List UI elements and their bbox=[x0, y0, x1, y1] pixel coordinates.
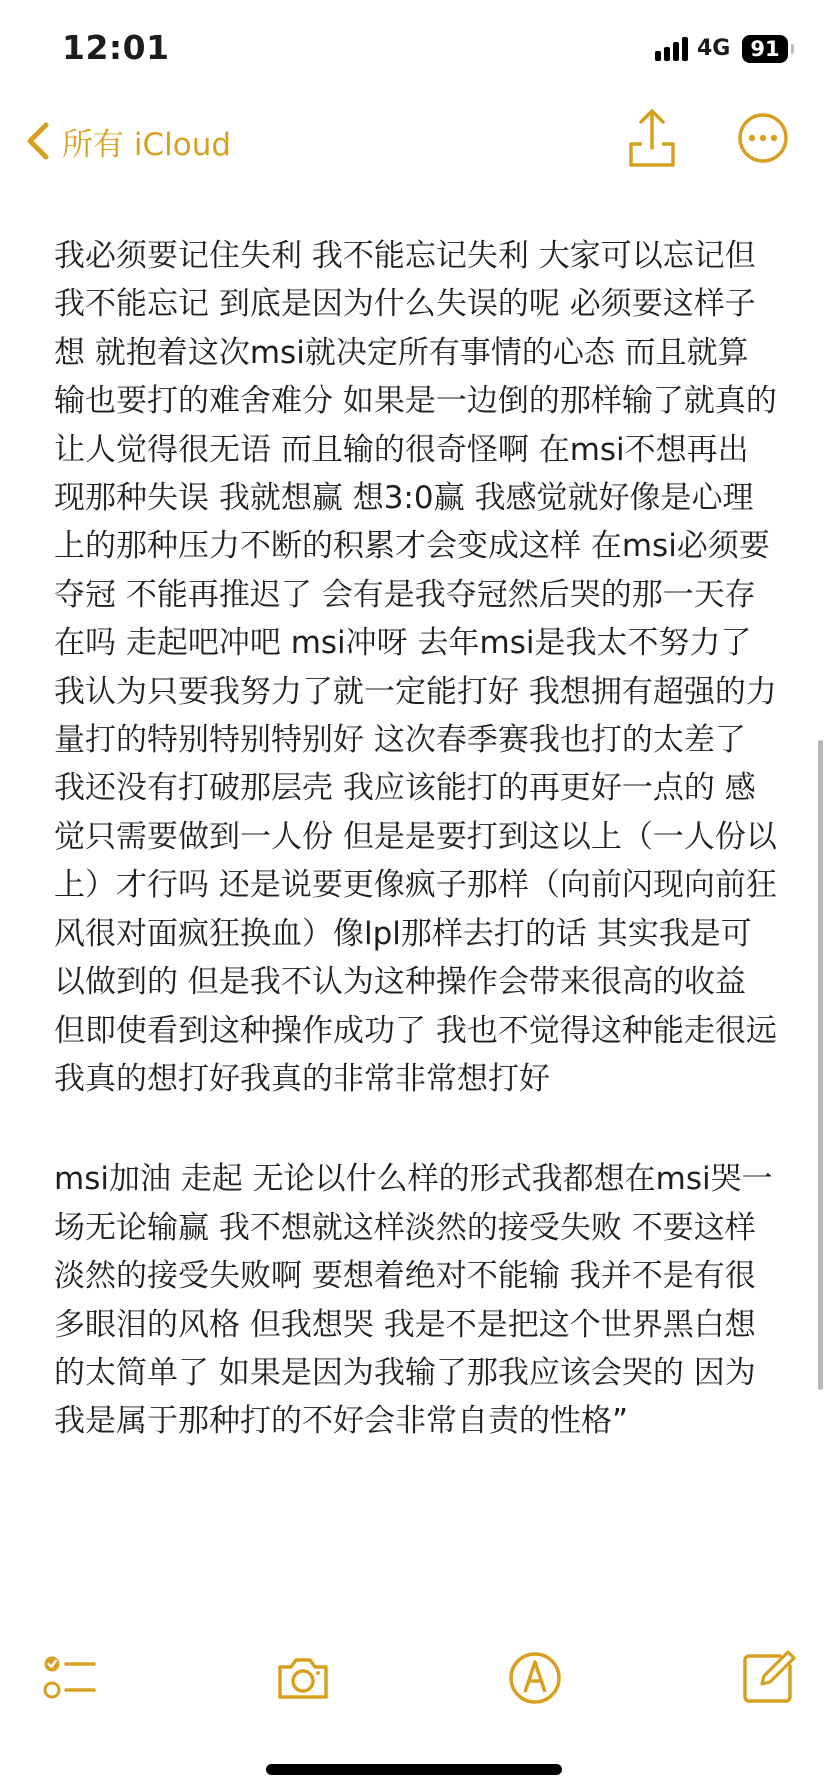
markup-icon[interactable] bbox=[507, 1650, 563, 1706]
network-type: 4G bbox=[697, 36, 731, 61]
back-button[interactable] bbox=[24, 114, 231, 168]
camera-icon[interactable] bbox=[275, 1650, 331, 1706]
chevron-left-icon bbox=[24, 119, 52, 163]
share-icon[interactable] bbox=[628, 108, 676, 168]
battery-level: 91 bbox=[750, 37, 780, 61]
paragraph-spacer bbox=[54, 1103, 778, 1155]
battery-cap bbox=[791, 44, 794, 54]
compose-icon[interactable] bbox=[740, 1650, 796, 1706]
more-options-icon[interactable] bbox=[737, 112, 789, 164]
checklist-icon[interactable] bbox=[42, 1650, 98, 1706]
navigation-bar bbox=[0, 100, 828, 182]
status-time: 12:01 bbox=[62, 28, 170, 67]
note-body[interactable] bbox=[54, 232, 778, 1446]
cellular-signal-icon bbox=[655, 37, 691, 61]
note-paragraph-2: msi加油 走起 无论以什么样的形式我都想在msi哭一场无论输赢 我不想就这样淡然的接受失败 不要这样淡然的接受失败啊 要想着绝对不能输 我并不是有很多眼泪的风格 但我想哭 我是不是把这个世界黑白想的太简单了 如果是因为我输了那我应该会哭的 因为我是属于那种打的不好会非常自责的性格” bbox=[54, 1161, 773, 1440]
home-indicator[interactable] bbox=[266, 1764, 562, 1775]
bottom-toolbar bbox=[0, 1650, 828, 1710]
status-bar bbox=[0, 0, 828, 96]
note-paragraph-1: 我必须要记住失利 我不能忘记失利 大家可以忘记但我不能忘记 到底是因为什么失误的呢 必须要这样子想 就抱着这次msi就决定所有事情的心态 而且就算输也要打的难舍难分 如果是一边倒的那样输了就真的让人觉得很无语 而且输的很奇怪啊 在msi不想再出现那种失误 我就想赢 想3:0赢 我感觉就好像是心理上的那种压力不断的积累才会变成这样 在msi必须要夺冠 不能再推迟了 会有是我夺冠然后哭的那一天存在吗 走起吧冲吧 msi冲呀 去年msi是我太不努力了 我认为只要我努力了就一定能打好 我想拥有超强的力量打的特别特别特别好 这次春季赛我也打的太差了 我还没有打破那层壳 我应该能打的再更好一点的 感觉只需要做到一人份 但是是要打到这以上（一人份以上）才行吗 还是说要更像疯子那样（向前闪现向前狂风很对面疯狂换血）像lpl那样去打的话 其实我是可以做到的 但是我不认为这种操作会带来很高的收益 但即使看到这种操作成功了 我也不觉得这种能走很远 我真的想打好我真的非常非常想打好 bbox=[54, 238, 777, 1097]
battery-icon bbox=[742, 35, 788, 63]
scroll-indicator[interactable] bbox=[818, 740, 823, 1390]
back-label: 所有 iCloud bbox=[62, 126, 232, 163]
